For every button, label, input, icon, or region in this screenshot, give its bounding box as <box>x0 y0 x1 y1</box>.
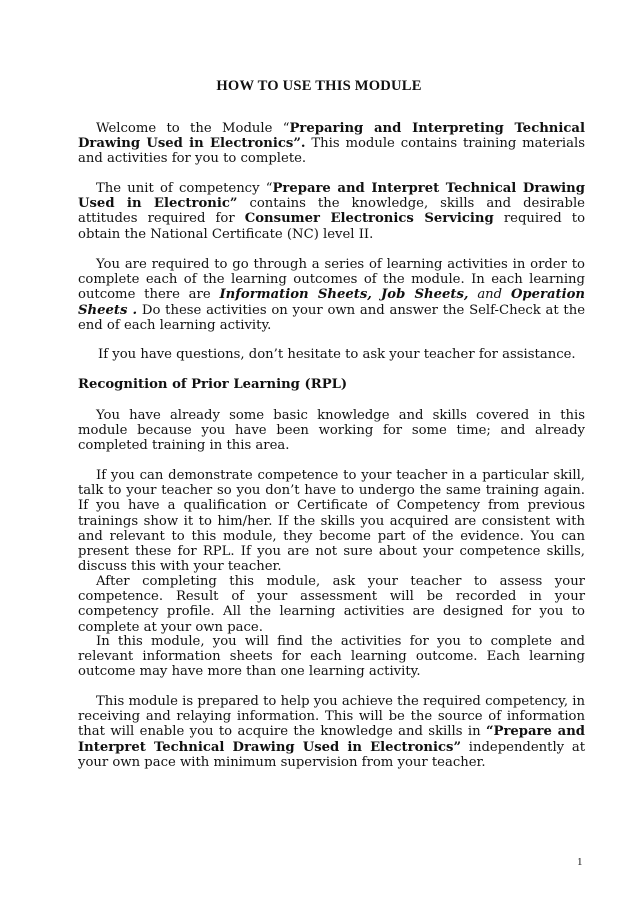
text-run: You are required to go through a series of learning activities in order to complete each of the learning outcomes of the module. In each learning outcome there are <box>78 257 585 303</box>
competency-title: “Prepare and Interpret Technical Drawing Used in Electronics” <box>78 724 586 755</box>
text-run: and <box>468 287 511 303</box>
text-run: required to obtain the National Certificate (NC) level II. <box>78 211 586 242</box>
purpose-paragraph <box>78 694 585 770</box>
sheet-types: Information Sheets, Job Sheets, <box>219 287 469 303</box>
info-sheets-paragraph: In this module, you will find the activities for you to complete and relevant information sheets for each learning outcome. Each learning outcome may have more than one learning activity. <box>78 634 585 680</box>
rpl-paragraph-2: If you can demonstrate competence to your teacher in a particular skill, talk to your teacher so you don’t have to undergo the same training again. If you have a qualification or Certificate of Competency from previous trainings show it to him/her. If the skills you acquired are consistent with and relevant to this module, they become part of the evidence. You can present these for RPL. If you are not sure about your competence skills, discuss this with your teacher. <box>78 468 585 575</box>
text-run: independently at your own pace with minimum supervision from your teacher. <box>78 739 586 770</box>
rpl-heading: Recognition of Prior Learning (RPL) <box>78 377 348 392</box>
text-run: This module contains training materials and activities for you to complete. <box>78 136 585 167</box>
text-run: This module is prepared to help you achieve the required competency, in receiving and relaying information. This will be the source of information that will enable you to acquire the knowledge and skills in <box>78 694 585 740</box>
welcome-paragraph <box>78 121 585 167</box>
module-name: Preparing and Interpreting Technical Drawing Used in Electronics”. <box>78 121 585 152</box>
questions-paragraph: If you have questions, don’t hesitate to ask your teacher for assistance. <box>98 347 576 362</box>
text-run: Welcome to the Module “ <box>96 121 290 136</box>
text-run: The unit of competency “ <box>96 181 273 196</box>
qualification-name: Consumer Electronics Servicing <box>244 211 494 227</box>
page-number: 1 <box>577 856 583 868</box>
assessment-paragraph: After completing this module, ask your teacher to assess your competence. Result of your assessment will be recorded in your competency profile. All the learning activities are designed for you to complete at your own pace. <box>78 574 585 635</box>
text-run: Do these activities on your own and answer the Self-Check at the end of each learning activity. <box>78 302 585 333</box>
text-run: contains the knowledge, skills and desirable attitudes required for <box>78 196 585 227</box>
page-title: HOW TO USE THIS MODULE <box>216 78 422 94</box>
rpl-paragraph-1: You have already some basic knowledge and skills covered in this module because you have been working for some time; and already completed training in this area. <box>78 408 585 454</box>
operation-sheets: Operation Sheets . <box>78 287 586 318</box>
competency-name: Prepare and Interpret Technical Drawing Used in Electronic” <box>78 181 585 212</box>
competency-paragraph <box>78 181 585 242</box>
activities-paragraph <box>78 257 585 333</box>
